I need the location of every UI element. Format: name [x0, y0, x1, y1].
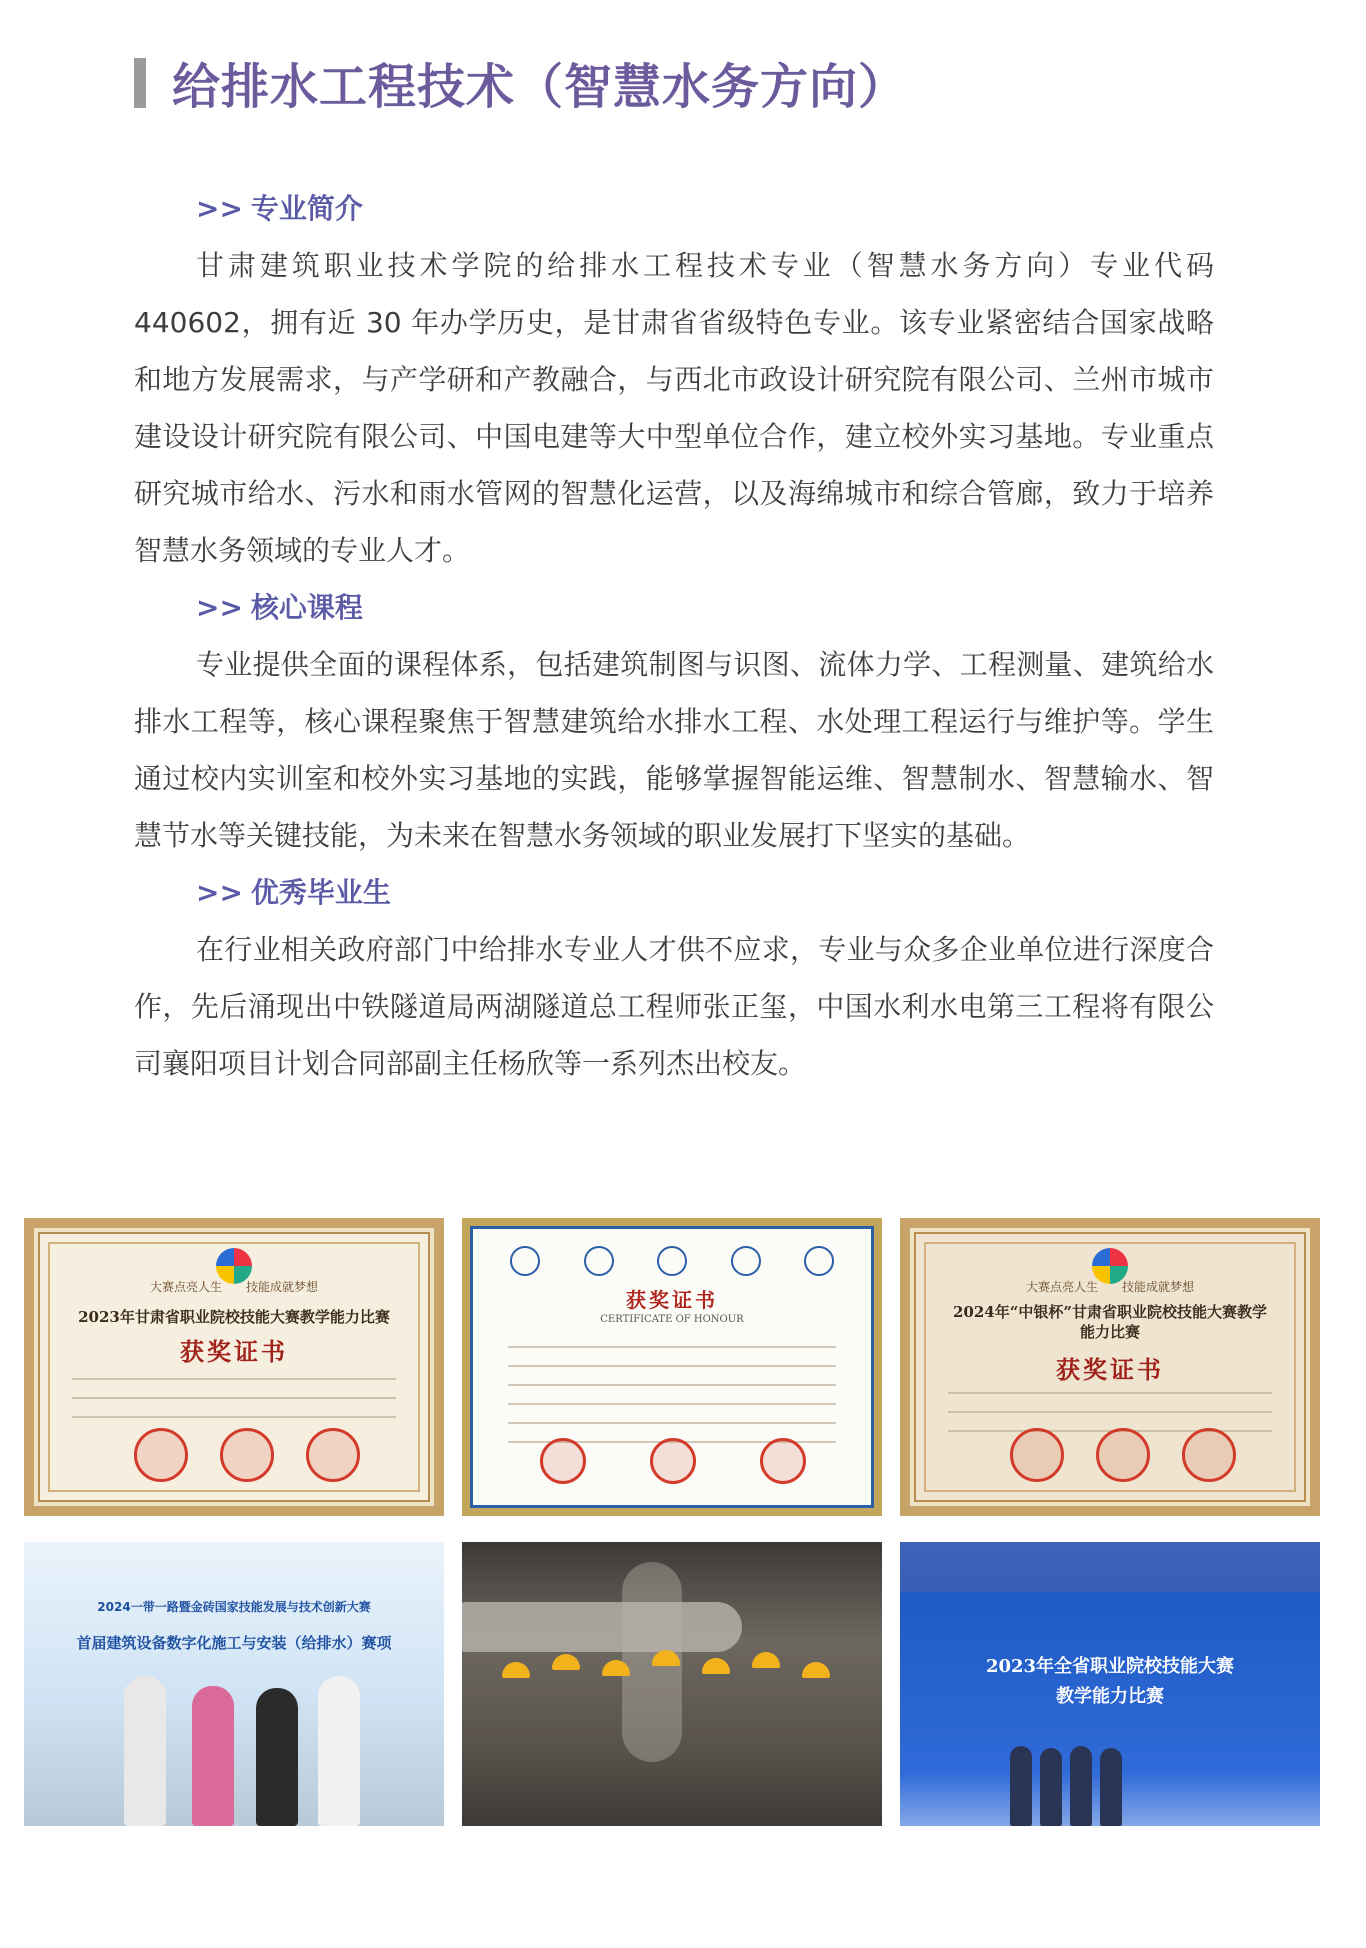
certificate-title: 获奖证书 — [1056, 1355, 1164, 1384]
certificate-tagline: 大赛点亮人生 技能成就梦想 — [1025, 1280, 1194, 1294]
red-seal-icon — [650, 1438, 696, 1484]
red-seal-icon — [134, 1428, 188, 1482]
sponsor-logo-icon — [510, 1246, 540, 1276]
banner-text-line1: 2024一带一路暨金砖国家技能发展与技术创新大赛 — [97, 1600, 371, 1614]
main-content — [134, 180, 1214, 1092]
red-seal-icon — [220, 1428, 274, 1482]
competition-group-photo — [24, 1542, 444, 1826]
red-seal-icon — [1010, 1428, 1064, 1482]
person-figure — [1100, 1748, 1122, 1826]
hardhat-icon — [502, 1662, 530, 1678]
title-accent-bar — [134, 58, 146, 108]
site-visit-photo — [462, 1542, 882, 1826]
red-seal-icon — [540, 1438, 586, 1484]
person-figure — [192, 1686, 234, 1826]
red-seal-icon — [1096, 1428, 1150, 1482]
sponsor-logo-icon — [804, 1246, 834, 1276]
chevron-right-icon: >> — [196, 876, 243, 909]
hardhat-icon — [552, 1654, 580, 1670]
page-title-text: 给排水工程技术（智慧水务方向） — [172, 59, 908, 115]
chevron-right-icon: >> — [196, 591, 243, 624]
section-heading-courses: >> 核心课程 — [196, 591, 363, 624]
red-seal-icon — [1182, 1428, 1236, 1482]
banner-text-line1: 2023年全省职业院校技能大赛 — [985, 1656, 1235, 1677]
person-figure — [1040, 1748, 1062, 1826]
certificate-subtitle: 2023年甘肃省职业院校技能大赛教学能力比赛 — [78, 1308, 390, 1326]
red-seal-icon — [306, 1428, 360, 1482]
competition-banner-photo — [900, 1542, 1320, 1826]
person-figure — [318, 1676, 360, 1826]
section-body-intro: 甘肃建筑职业技术学院的给排水工程技术专业（智慧水务方向）专业代码440602，拥有近 30 年办学历史，是甘肃省省级特色专业。该专业紧密结合国家战略和地方发展需求，与产学研和产教融合，与西北市政设计研究院有限公司、兰州市城市建设设计研究院有限公司、中国电建等大中型单位合作，建立校外实习基地。专业重点研究城市给水、污水和雨水管网的智慧化运营，以及海绵城市和综合管廊，致力于培养智慧水务领域的专业人才。 — [134, 249, 1214, 567]
section-heading-intro: >> 专业简介 — [196, 192, 363, 225]
red-seal-icon — [760, 1438, 806, 1484]
person-figure — [1070, 1746, 1092, 1826]
certificate-text-lines — [72, 1378, 396, 1435]
hardhat-icon — [752, 1652, 780, 1668]
sponsor-logo-icon — [731, 1246, 761, 1276]
certificate-photo-3 — [900, 1218, 1320, 1516]
certificate-photo-1 — [24, 1218, 444, 1516]
hardhat-icon — [802, 1662, 830, 1678]
banner-text-line2: 首届建筑设备数字化施工与安装（给排水）赛项 — [76, 1634, 392, 1652]
sponsor-logo-icon — [657, 1246, 687, 1276]
certificate-subtitle-english: CERTIFICATE OF HONOUR — [600, 1314, 744, 1325]
person-figure — [256, 1688, 298, 1826]
sponsor-logos — [510, 1246, 834, 1276]
section-body-courses: 专业提供全面的课程体系，包括建筑制图与识图、流体力学、工程测量、建筑给水排水工程等，核心课程聚焦于智慧建筑给水排水工程、水处理工程运行与维护等。学生通过校内实训室和校外实习基地的实践，能够掌握智能运维、智慧制水、智慧输水、智慧节水等关键技能，为未来在智慧水务领域的职业发展打下坚实的基础。 — [134, 648, 1214, 852]
sponsor-logo-icon — [584, 1246, 614, 1276]
page-title — [134, 48, 907, 117]
section-body-graduates: 在行业相关政府部门中给排水专业人才供不应求，专业与众多企业单位进行深度合作，先后涌现出中铁隧道局两湖隧道总工程师张正玺，中国水利水电第三工程将有限公司襄阳项目计划合同部副主任杨欣等一系列杰出校友。 — [134, 933, 1214, 1080]
certificate-subtitle: 2024年“中银杯”甘肃省职业院校技能大赛教学能力比赛 — [952, 1303, 1267, 1341]
person-figure — [1010, 1746, 1032, 1826]
chevron-right-icon: >> — [196, 192, 243, 225]
certificate-title: 获奖证书 — [180, 1337, 288, 1366]
section-heading-graduates: >> 优秀毕业生 — [196, 876, 391, 909]
person-figure — [124, 1676, 166, 1826]
banner-text-line2: 教学能力比赛 — [1056, 1686, 1164, 1707]
certificate-tagline: 大赛点亮人生 技能成就梦想 — [149, 1280, 318, 1294]
hardhat-icon — [702, 1658, 730, 1674]
certificate-photo-2 — [462, 1218, 882, 1516]
certificate-title: 获奖证书 — [626, 1288, 718, 1312]
pipe-shape — [462, 1602, 742, 1652]
